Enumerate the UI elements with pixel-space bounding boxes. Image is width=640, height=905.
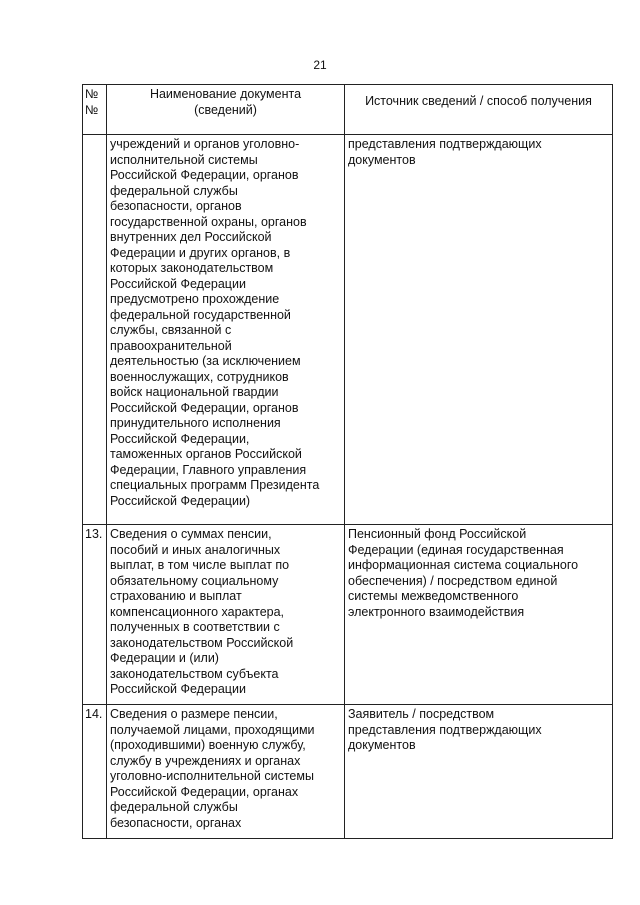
table-header-row [83, 85, 613, 135]
row-document-name: учреждений и органов уголовно- исполнительной системы Российской Федерации, органов федеральной службы безопасности, органов государственной охраны, органов внутренних дел Российской Федерации и других органов, в которых законодательством Российской Федерации предусмотрено прохождение федеральной государственной службы, связанной с правоохранительной деятельностью (за исключением военнослужащих, сотрудников войск национальной гвардии Российской Федерации, органов принудительного исполнения Российской Федерации, таможенных органов Российской Федерации, Главного управления специальных программ Президента Российской Федерации) [107, 135, 345, 525]
header-document-name [107, 85, 345, 135]
row-source: представления подтверждающих документов [345, 135, 613, 525]
header-number [83, 85, 107, 135]
row-document-name: Сведения о размере пенсии, получаемой лицами, проходящими (проходившими) военную службу, службу в учреждениях и органах уголовно-исполнительной системы Российской Федерации, органах федеральной службы безопасности, органах [107, 705, 345, 839]
header-number-label: № № [85, 87, 99, 117]
row-number: 13. [83, 525, 107, 705]
row-source: Заявитель / посредством представления подтверждающих документов [345, 705, 613, 839]
row-document-name: Сведения о суммах пенсии, пособий и иных аналогичных выплат, в том числе выплат по обязательному социальному страхованию и выплат компенсационного характера, полученных в соответствии с законодательством Российской Федерации и (или) законодательством субъекта Российской Федерации [107, 525, 345, 705]
documents-table [82, 84, 613, 839]
header-document-name-label: Наименование документа (сведений) [149, 87, 302, 117]
header-source [345, 85, 613, 135]
table-row [83, 705, 613, 839]
row-source: Пенсионный фонд Российской Федерации (единая государственная информационная система социального обеспечения) / посредством единой системы межведомственного электронного взаимодействия [345, 525, 613, 705]
row-number [83, 135, 107, 525]
row-number: 14. [83, 705, 107, 839]
page-number: 21 [313, 58, 327, 72]
header-source-label: Источник сведений / способ получения [365, 94, 592, 108]
table-row [83, 525, 613, 705]
table-row [83, 135, 613, 525]
